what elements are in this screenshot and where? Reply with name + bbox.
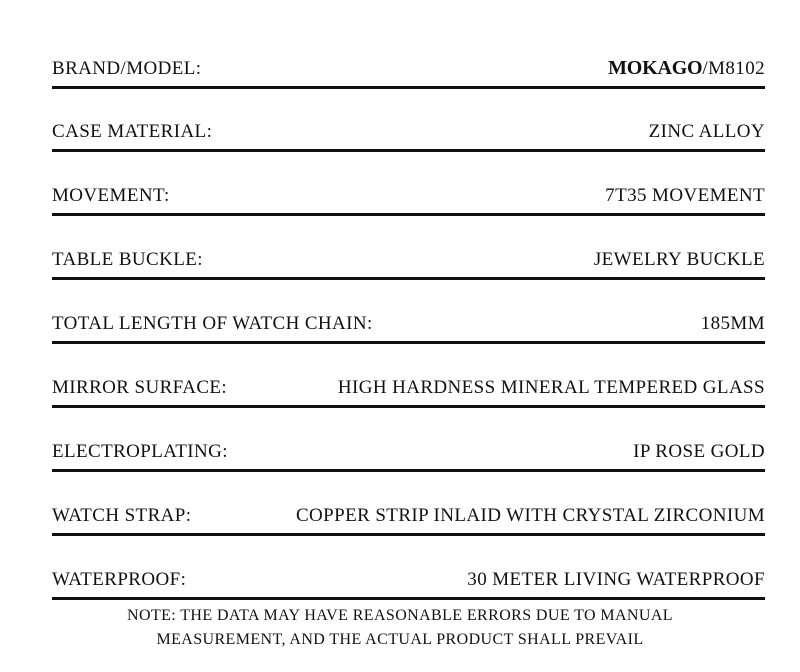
spec-label: MIRROR SURFACE:	[52, 377, 228, 398]
spec-value: 30 METER LIVING WATERPROOF	[467, 569, 765, 590]
disclaimer-note	[0, 604, 800, 652]
spec-label: WATCH STRAP:	[52, 505, 192, 526]
spec-label: BRAND/MODEL:	[52, 58, 202, 79]
brand-name: MOKAGO	[608, 57, 703, 79]
spec-row-chain-length	[52, 314, 765, 344]
spec-label: MOVEMENT:	[52, 185, 170, 206]
spec-value: COPPER STRIP INLAID WITH CRYSTAL ZIRCONIUM	[295, 505, 765, 526]
spec-value: ZINC ALLOY	[648, 121, 765, 142]
spec-row-table-buckle	[52, 250, 765, 280]
spec-value: JEWELRY BUCKLE	[593, 249, 765, 270]
spec-row-movement	[52, 186, 765, 216]
spec-label: TOTAL LENGTH OF WATCH CHAIN:	[52, 313, 373, 334]
spec-value: 7T35 MOVEMENT	[605, 185, 765, 206]
spec-row-case-material	[52, 122, 765, 152]
spec-label: WATERPROOF:	[52, 569, 187, 590]
model-number: /M8102	[702, 58, 765, 79]
spec-label: CASE MATERIAL:	[52, 121, 213, 142]
spec-row-waterproof	[52, 570, 765, 600]
spec-value: 185MM	[700, 313, 765, 334]
spec-label: TABLE BUCKLE:	[52, 249, 203, 270]
spec-row-mirror-surface	[52, 378, 765, 408]
spec-row-electroplating	[52, 442, 765, 472]
spec-row-brand-model	[52, 59, 765, 89]
spec-value	[608, 57, 765, 80]
spec-row-watch-strap	[52, 506, 765, 536]
spec-label: ELECTROPLATING:	[52, 441, 228, 462]
spec-value: IP ROSE GOLD	[633, 441, 765, 462]
note-line-2: MEASUREMENT, AND THE ACTUAL PRODUCT SHALL PREVAIL	[156, 631, 644, 648]
spec-value: HIGH HARDNESS MINERAL TEMPERED GLASS	[337, 377, 765, 398]
note-line-1: NOTE: THE DATA MAY HAVE REASONABLE ERRORS DUE TO MANUAL	[127, 607, 673, 624]
